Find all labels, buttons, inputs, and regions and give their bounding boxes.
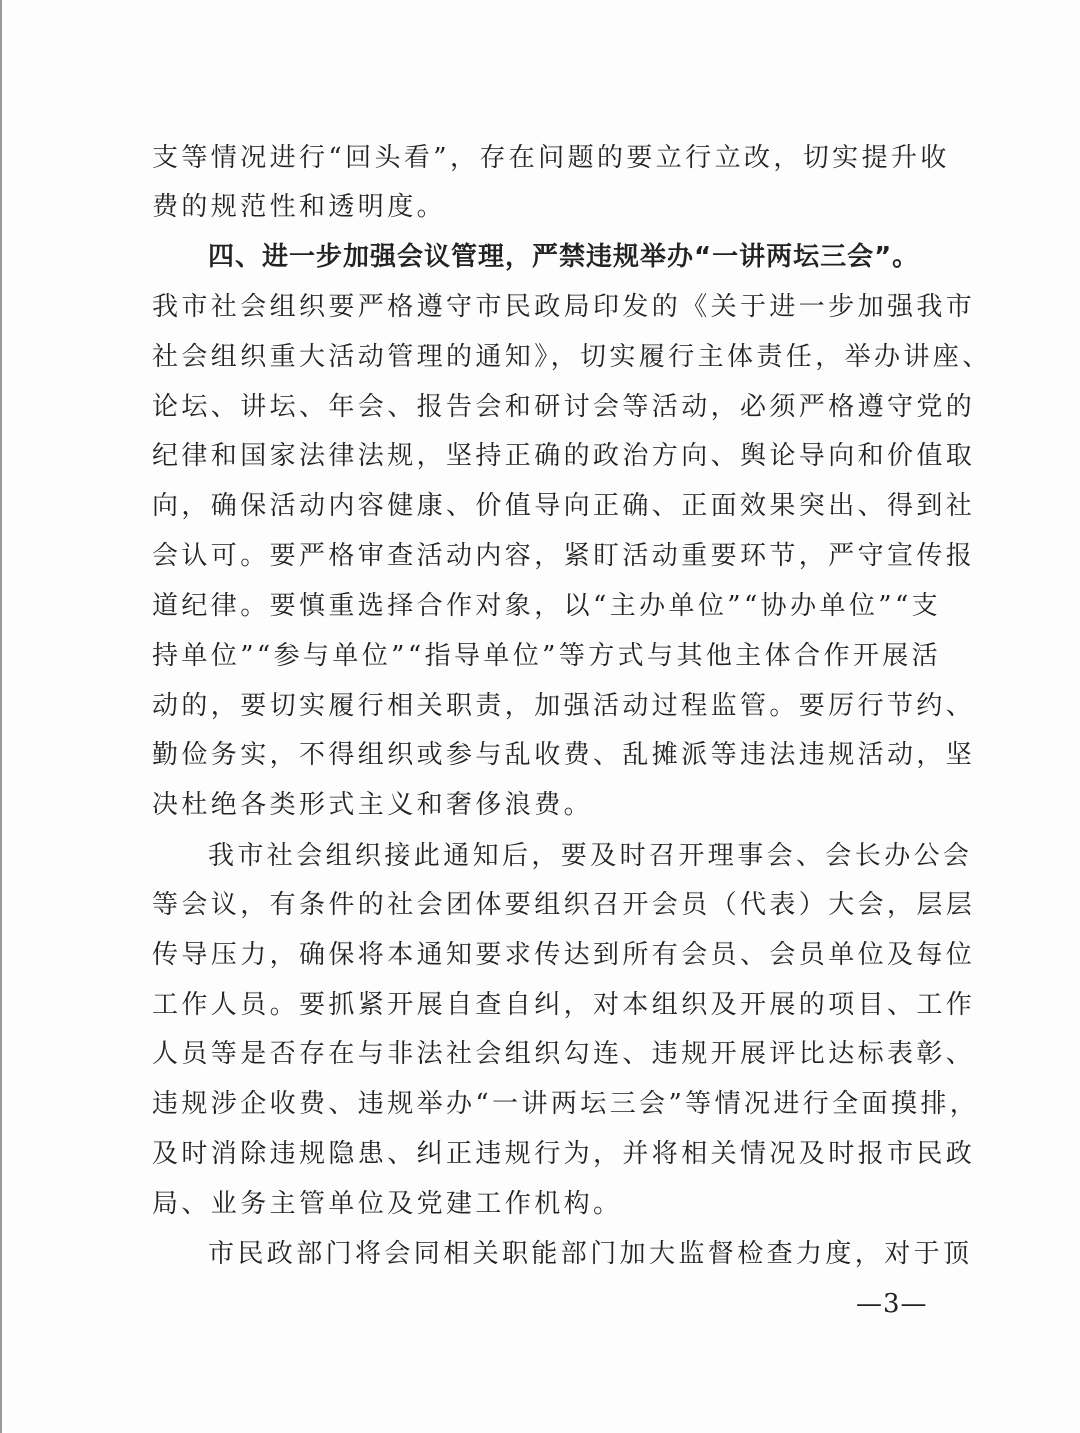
text-line: 局、业务主管单位及党建工作机构。: [152, 1189, 623, 1219]
text-line: 违规涉企收费、违规举办“一讲两坛三会”等情况进行全面摸排，: [152, 1089, 980, 1119]
text-line: 向，确保活动内容健康、价值导向正确、正面效果突出、得到社: [152, 491, 976, 521]
page-edge: [0, 0, 2, 1433]
text-line: 纪律和国家法律法规，坚持正确的政治方向、舆论导向和价值取: [152, 441, 976, 471]
text-line: 工作人员。要抓紧开展自查自纠，对本组织及开展的项目、工作: [152, 990, 976, 1020]
text-line: 人员等是否存在与非法社会组织勾连、违规开展评比达标表彰、: [152, 1039, 976, 1069]
section-heading: 四、进一步加强会议管理，严禁违规举办“一讲两坛三会”。: [208, 242, 920, 272]
text-line: 论坛、讲坛、年会、报告会和研讨会等活动，必须严格遵守党的: [152, 392, 976, 422]
text-line: 动的，要切实履行相关职责，加强活动过程监管。要厉行节约、: [152, 691, 976, 721]
text-line: 会认可。要严格审查活动内容，紧盯活动重要环节，严守宣传报: [152, 541, 976, 571]
text-line: 勤俭务实，不得组织或参与乱收费、乱摊派等违法违规活动，坚: [152, 740, 976, 770]
text-line: 市民政部门将会同相关职能部门加大监督检查力度，对于顶: [208, 1239, 973, 1269]
text-line: 传导压力，确保将本通知要求传达到所有会员、会员单位及每位: [152, 940, 976, 970]
text-line: 决杜绝各类形式主义和奢侈浪费。: [152, 790, 594, 820]
text-line: 等会议，有条件的社会团体要组织召开会员（代表）大会，层层: [152, 890, 976, 920]
page-number: —3—: [856, 1289, 928, 1319]
text-line: 费的规范性和透明度。: [152, 192, 447, 222]
text-line: 支等情况进行“回头看”，存在问题的要立行立改，切实提升收: [152, 143, 950, 173]
text-line: 社会组织重大活动管理的通知》，切实履行主体责任，举办讲座、: [152, 342, 992, 372]
text-line: 持单位”“参与单位”“指导单位”等方式与其他主体合作开展活: [152, 641, 942, 671]
text-line: 及时消除违规隐患、纠正违规行为，并将相关情况及时报市民政: [152, 1139, 976, 1169]
text-line: 我市社会组织接此通知后，要及时召开理事会、会长办公会: [208, 841, 973, 871]
text-line: 道纪律。要慎重选择合作对象，以“主办单位”“协办单位”“支: [152, 591, 942, 621]
text-line: 我市社会组织要严格遵守市民政局印发的《关于进一步加强我市: [152, 292, 976, 322]
